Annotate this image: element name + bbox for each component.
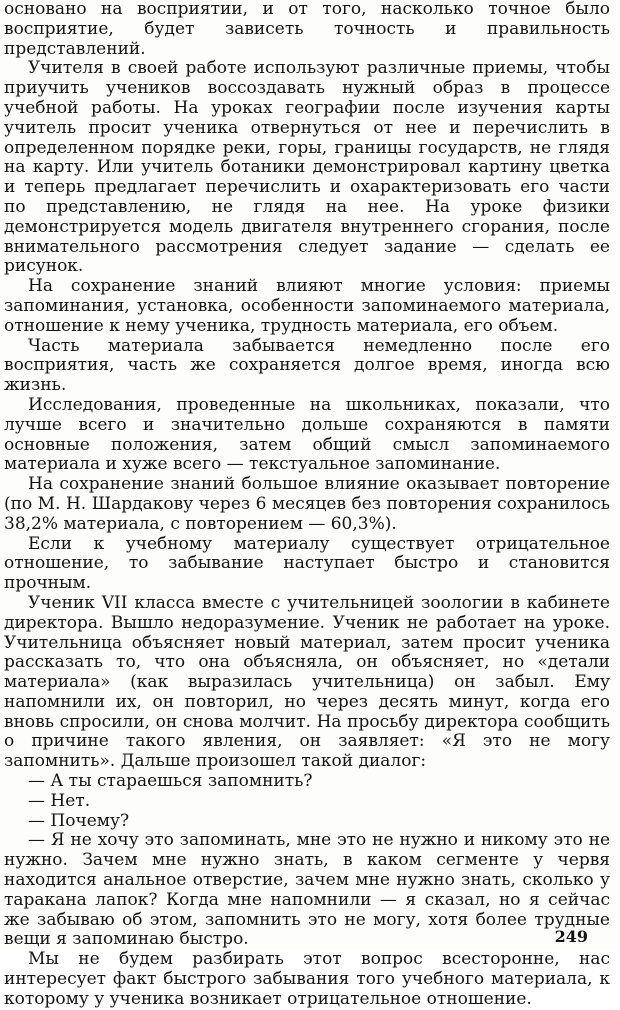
paragraph-continuation: основано на восприятии, и от того, насколько точное было восприятие, будет зависеть точность и правильность представлений. bbox=[4, 0, 610, 59]
body-text bbox=[4, 0, 610, 1010]
paragraph-repetition: На сохранение знаний большое влияние оказывает повторение (по М. Н. Шардакову через 6 месяцев без повторения сохранилось 38,2% материала, с повторением — 60,3%). bbox=[4, 474, 610, 534]
dialog-line: — Почему? bbox=[28, 810, 130, 831]
dialog-line: — Я не хочу это запоминать, мне это не нужно и никому это не нужно. Зачем мне нужно знать, в каком сегменте у червя находится анальное отверстие, зачем мне нужно знать, сколько у таракана лапок? Когда мне напомнили — я сказал, но я сейчас же забываю об этом, запомнить это не могу, хотя более трудные вещи я запоминаю быстро. bbox=[4, 830, 610, 950]
paragraph-forgetting: Часть материала забывается немедленно после его восприятия, часть же сохраняется долгое время, иногда всю жизнь. bbox=[4, 335, 610, 396]
page-number: 249 bbox=[554, 927, 588, 946]
paragraph-teaching-methods: Учителя в своей работе используют различные приемы, чтобы приучить учеников воссоздавать нужный образ в процессе учебной работы. На уроках географии после изучения карты учитель просит ученика отвернуться от нее и перечислить в определенном порядке реки, горы, границы государств, не глядя на карту. Или учитель ботаники демонстрировал картину цветка и теперь предлагает перечислить и охарактеризовать его части по представлению, не глядя на нее. На уроке физики демонстрируется модель двигателя внутреннего сгорания, после внимательного рассмотрения следует задание — сделать ее рисунок. bbox=[4, 58, 610, 277]
dialog-line: — Нет. bbox=[28, 790, 91, 811]
paragraph-retention-conditions: На сохранение знаний влияют многие условия: приемы запоминания, установка, особенности запоминаемого материала, отношение к нему ученика, трудность материала, его объем. bbox=[4, 276, 610, 336]
paragraph-research: Исследования, проведенные на школьниках, показали, что лучше всего и значительно дольше сохраняются в памяти основные положения, затем общий смысл запоминаемого материала и хуже всего — текстуальное запоминание. bbox=[4, 394, 610, 475]
paragraph-negative-attitude: Если к учебному материалу существует отрицательное отношение, то забывание наступает быстро и становится прочным. bbox=[4, 533, 610, 594]
dialog-line: — А ты стараешься запомнить? bbox=[28, 771, 313, 792]
paragraph-conclusion: Мы не будем разбирать этот вопрос всесторонне, нас интересует факт быстрого забывания того учебного материала, к которому у ученика возникает отрицательное отношение. bbox=[4, 949, 610, 1009]
paragraph-student-case: Ученик VII класса вместе с учительницей зоологии в кабинете директора. Вышло недоразумение. Ученик не работает на уроке. Учительница объясняет новый материал, затем просит ученика рассказать то, что она объясняла, он объясняет, но «детали материала» (как выразилась учительница) он забыл. Ему напомнили их, он повторил, но через десять минут, когда его вновь спросили, он снова молчит. На просьбу директора сообщить о причине такого явления, он заявляет: «Я это не могу запомнить». Дальше произошел такой диалог: bbox=[4, 592, 610, 772]
